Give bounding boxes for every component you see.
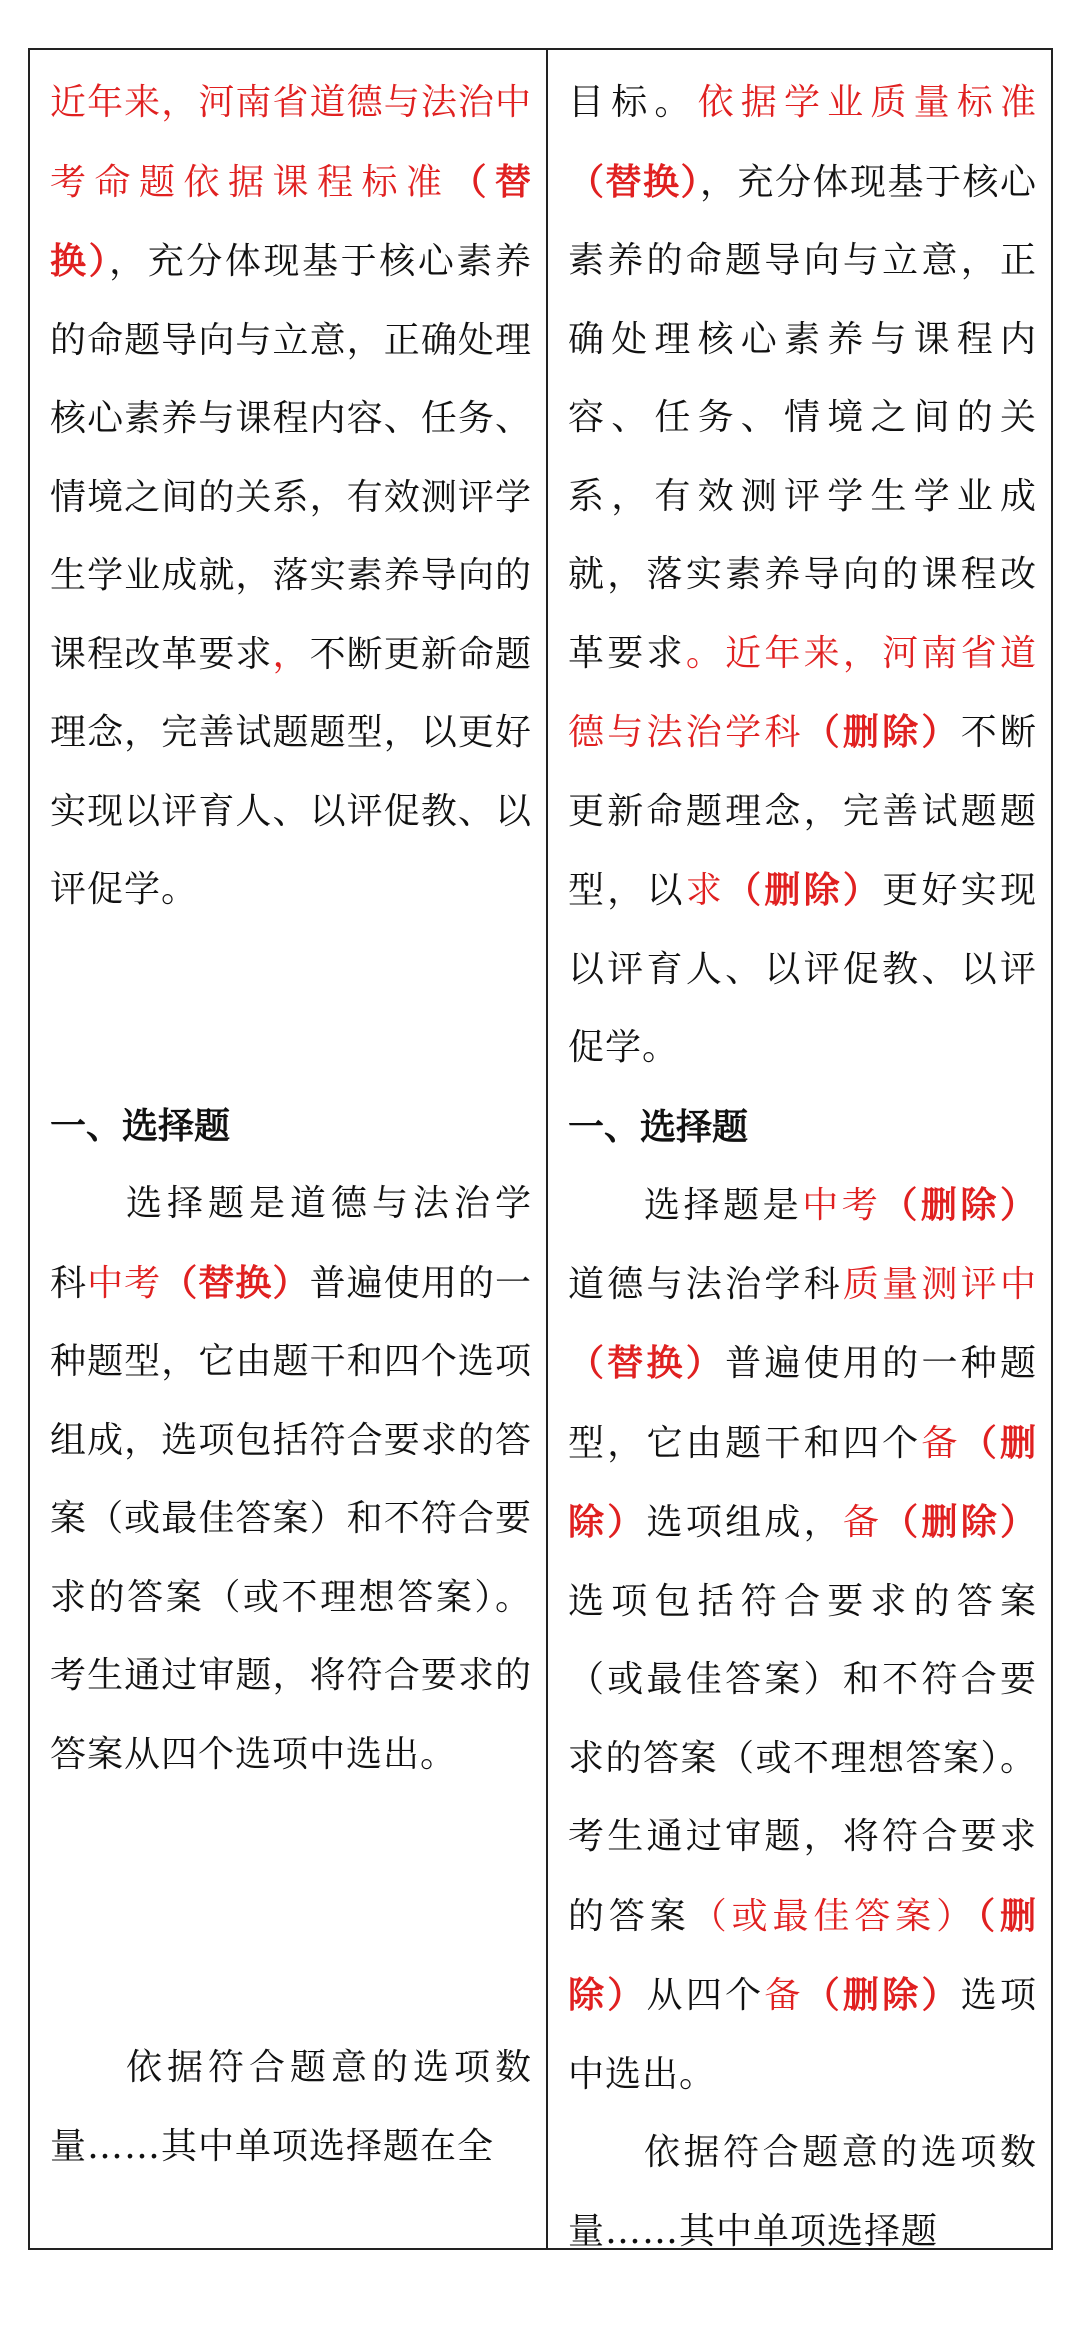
text-run: 道德与法治学科	[568, 1263, 843, 1305]
edit-mark: （删除）	[568, 1894, 1037, 2016]
revised-text-column	[548, 50, 1051, 2248]
left-section-heading: 一、选择题	[50, 1104, 231, 1147]
edit-mark: （替换）	[50, 160, 532, 282]
text-run: 目标。	[568, 82, 698, 123]
text-run: 选项组成，	[646, 1502, 843, 1543]
right-section-heading: 一、选择题	[568, 1105, 749, 1148]
text-run: 普遍使用的一种题型，它由题干和四个	[568, 1343, 1037, 1464]
edit-mark: （替换）	[568, 160, 700, 203]
text-run: 更好实现以评育人、以评促教、以评促学。	[568, 870, 1037, 1068]
right-intro-paragraph	[568, 64, 1037, 1088]
right-choice-paragraph	[568, 1166, 1037, 2114]
edit-mark: （替换）	[161, 1261, 310, 1304]
text-run: 依据符合题意的选项数量……其中单项选择题在全	[50, 2047, 532, 2167]
edit-mark: （删除）	[882, 1501, 1037, 1543]
highlighted-text: 备	[921, 1422, 961, 1464]
original-text-column	[30, 50, 548, 2248]
highlighted-text: 近年来，河南省道德与法治中考命题依据课程标准	[50, 82, 532, 203]
text-run: 选项中选出。	[568, 1975, 1037, 2095]
left-choice-paragraph	[50, 1165, 532, 1794]
text-run: ，充分体现基于核心素养的命题导向与立意，正确处理核心素养与课程内容、任务、情境之间的关系，有效测评学生学业成就，落实素养导向的课程改革要求	[568, 161, 1037, 674]
highlighted-text: （或最佳答案）	[690, 1895, 978, 1937]
text-run: ，充分体现基于核心素养的命题导向与立意，正确处理核心素养与课程内容、任务、情境之间的关系，有效测评学生学业成就，落实素养导向的课程改革要求	[50, 241, 532, 675]
highlighted-text: 备	[764, 1975, 804, 2016]
edit-mark: （删除）	[881, 1184, 1037, 1226]
highlighted-text: 中考	[87, 1262, 162, 1304]
highlighted-text: 。近年来，河南省道德与法治学科	[568, 632, 1037, 753]
text-run: 选择题是	[644, 1185, 803, 1226]
highlighted-text: 中考	[802, 1185, 882, 1226]
left-basis-paragraph	[50, 2029, 532, 2186]
highlighted-text: 备	[842, 1502, 883, 1543]
text-run: 普遍使用的一种题型，它由题干和四个选项组成，选项包括符合要求的答案（或最佳答案）和不符合要求的答案（或不理想答案）。考生通过审题，将符合要求的答案从四个选项中选出。	[50, 1262, 532, 1775]
left-blank-space	[50, 930, 532, 1087]
text-run: 从四个	[646, 1975, 765, 2016]
edit-mark: （删除）	[803, 711, 961, 753]
edit-mark: （替换）	[568, 1342, 726, 1384]
highlighted-text: 求	[685, 870, 726, 911]
left-intro-paragraph	[50, 64, 532, 930]
highlighted-text: 质量测评中	[842, 1263, 1037, 1305]
text-run: 选择题是道德与法治学科	[50, 1183, 532, 1304]
highlighted-text: ，	[272, 633, 310, 675]
text-run: 不断更新命题理念，完善试题题型，以更好实现以评育人、以评促教、以评促学。	[50, 633, 532, 910]
left-blank-space-2	[50, 1794, 532, 2029]
text-run: 依据符合题意的选项数量……其中单项选择题	[568, 2132, 1037, 2248]
edit-mark: （删除）	[568, 1421, 1037, 1543]
edit-mark: （删除）	[803, 1974, 961, 2016]
comparison-table	[28, 48, 1053, 2250]
text-run: 选项包括符合要求的答案（或最佳答案）和不符合要求的答案（或不理想答案）。考生通过审题，将符合要求的答案	[568, 1580, 1037, 1937]
right-basis-paragraph	[568, 2114, 1037, 2248]
text-run: 不断更新命题理念，完善试题题型，以	[568, 712, 1037, 911]
edit-mark: （删除）	[725, 869, 883, 911]
highlighted-text: 依据学业质量标准	[697, 82, 1037, 123]
